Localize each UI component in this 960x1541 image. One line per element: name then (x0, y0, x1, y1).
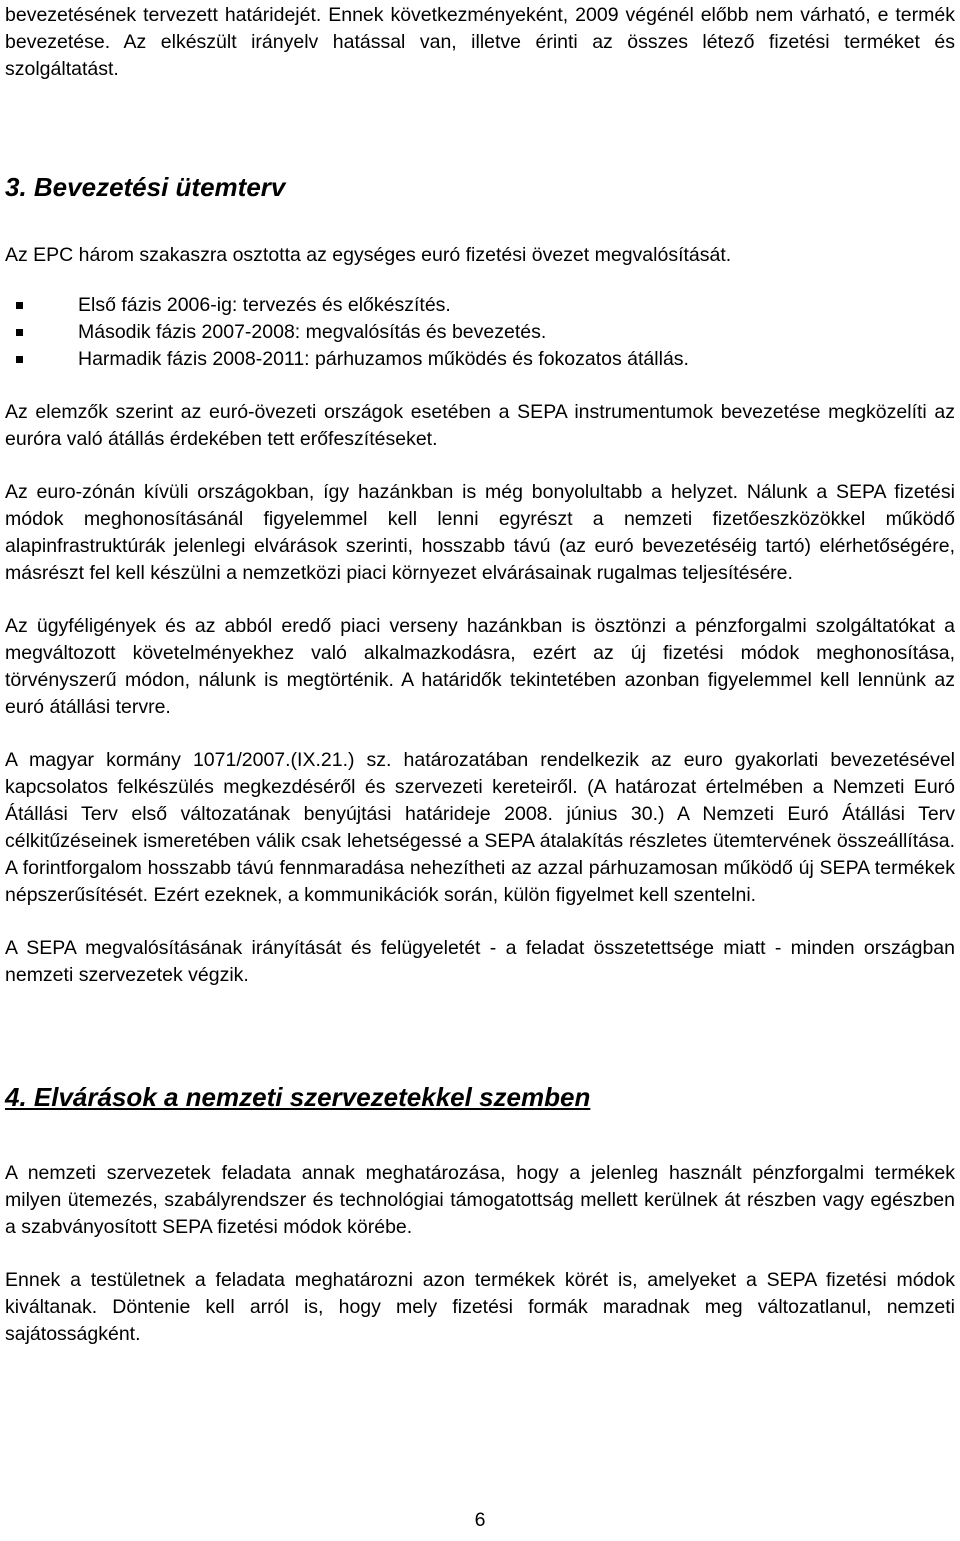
list-item (5, 292, 955, 319)
phase-text: Első fázis 2006-ig: tervezés és előkészítés. (78, 294, 451, 316)
body-paragraph: Az elemzők szerint az euró-övezeti országok esetében a SEPA instrumentumok bevezetése megközelíti az euróra való átállás érdekében tett erőfeszítéseket. (5, 401, 955, 450)
intro-paragraph: bevezetésének tervezett határidejét. Ennek következményeként, 2009 végénél előbb nem várható, e termék bevezetése. Az elkészült irányelv hatással van, illetve érinti az összes létező fizetési terméket és szolgáltatást. (5, 4, 955, 80)
square-bullet-icon (16, 356, 23, 363)
square-bullet-icon (16, 302, 23, 309)
phase-text: Harmadik fázis 2008-2011: párhuzamos működés és fokozatos átállás. (78, 348, 689, 370)
body-paragraph: A SEPA megvalósításának irányítását és felügyeletét - a feladat összetettsége miatt - minden országban nemzeti szervezetek végzik. (5, 937, 955, 986)
body-paragraph: Ennek a testületnek a feladata meghatározni azon termékek körét is, amelyeket a SEPA fizetési módok kiváltanak. Döntenie kell arról is, hogy mely fizetési formák maradnak meg változatlanul, nemzeti sajátosságként. (5, 1269, 955, 1345)
body-paragraph: A nemzeti szervezetek feladata annak meghatározása, hogy a jelenleg használt pénzforgalmi termékek milyen ütemezés, szabályrendszer és technológiai támogatottság mellett kerülnek át részben vagy egészben a szabványosított SEPA fizetési módok körébe. (5, 1162, 955, 1238)
section-4-heading: 4. Elvárások a nemzeti szervezetekkel szemben (5, 1082, 591, 1112)
body-paragraph: Az ügyféligények és az abból eredő piaci verseny hazánkban is ösztönzi a pénzforgalmi szolgáltatókat a megváltozott követelményekhez való alkalmazkodásra, ezért az új fizetési módok meghonosítása, törvényszerű módon, nálunk is megtörténik. A határidők tekintetében azonban figyelemmel kell lennünk az euró átállási tervre. (5, 615, 955, 718)
section-3-heading: 3. Bevezetési ütemterv (5, 172, 286, 202)
document-page (5, 0, 955, 1348)
phase-list (5, 292, 955, 373)
body-paragraph: A magyar kormány 1071/2007.(IX.21.) sz. határozatában rendelkezik az euro gyakorlati bevezetésével kapcsolatos felkészülés megkezdéséről és szervezeti kereteiről. (A határozat értelmében a Nemzeti Euró Átállási Terv első változatának benyújtási határideje 2008. június 30.) A Nemzeti Euró Átállási Terv célkitűzéseinek ismeretében válik csak lehetségessé a SEPA átalakítás részletes ütemtervének összeállítása. A forintforgalom hosszabb távú fennmaradása nehezítheti az azzal párhuzamosan működő új SEPA termékek népszerűsítését. Ezért ezeknek, a kommunikációk során, külön figyelmet kell szentelni. (5, 749, 955, 906)
section-3-lead-paragraph: Az EPC három szakaszra osztotta az egységes euró fizetési övezet megvalósítását. (5, 244, 732, 266)
list-item (5, 346, 955, 373)
square-bullet-icon (16, 329, 23, 336)
body-paragraph: Az euro-zónán kívüli országokban, így hazánkban is még bonyolultabb a helyzet. Nálunk a SEPA fizetési módok meghonosításánál figyelemmel kell lenni egyrészt a nemzeti fizetőeszközökkel működő alapinfrastruktúrák jelenlegi elvárások szerinti, hosszabb távú (az euró bevezetéséig tartó) elérhetőségére, másrészt fel kell készülni a nemzetközi piaci környezet elvárásainak rugalmas teljesítésére. (5, 481, 955, 584)
phase-text: Második fázis 2007-2008: megvalósítás és bevezetés. (78, 321, 547, 343)
list-item (5, 319, 955, 346)
page-number: 6 (474, 1509, 486, 1531)
